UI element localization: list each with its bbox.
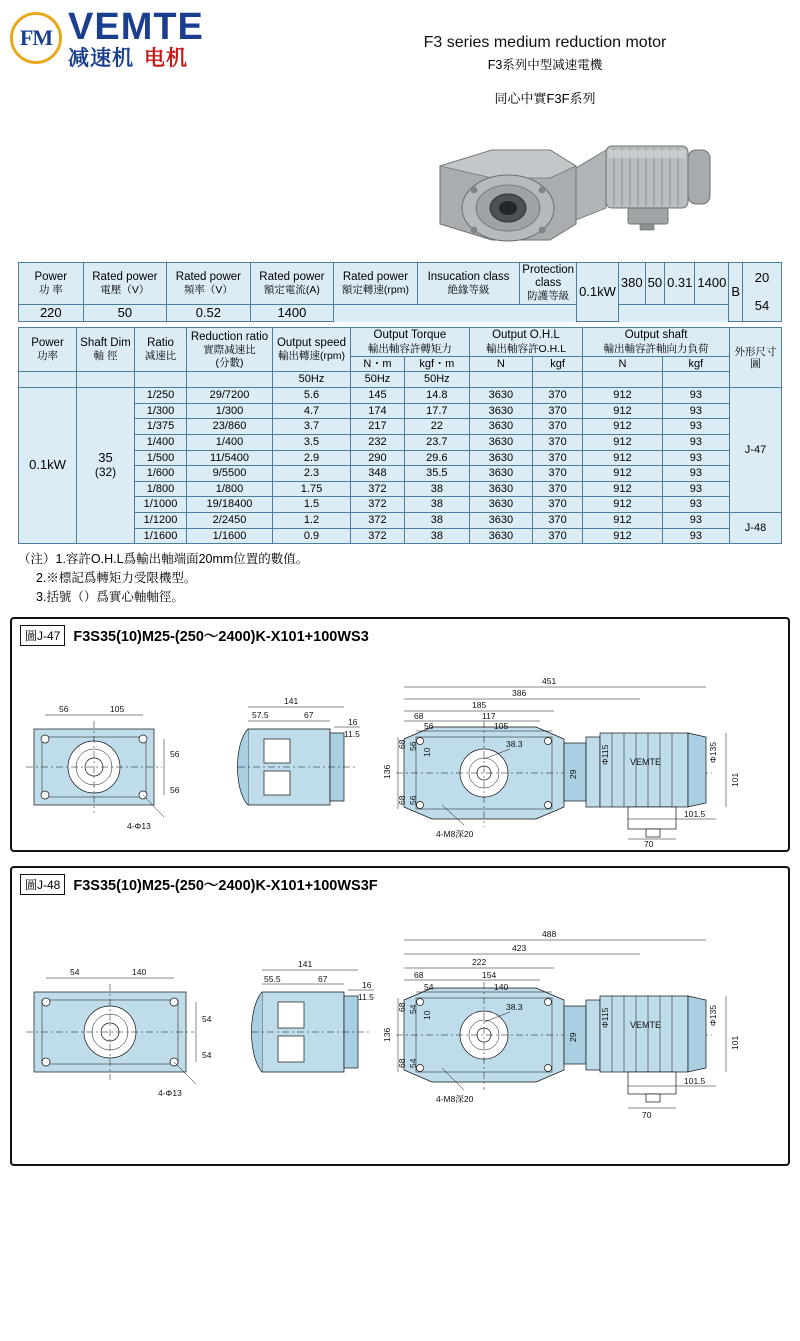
table-header-row [19,328,782,356]
sub-torque-nm: N・m [351,356,405,372]
figure-title: F3S35(10)M25-(250～2400)K-X101+100WS3 [73,629,369,646]
cell-current-2: 0.52 [167,304,251,322]
dim-left-h1: 56 [170,748,180,759]
cell-ratio: 1/800 [135,481,187,497]
col-voltage: Rated power 電壓（V） [83,263,167,305]
cell-red: 9/5500 [187,466,273,482]
cell-ohl-kgf: 370 [533,419,583,435]
figure-header [12,868,788,896]
shaft-dim-value: 35 [98,450,113,466]
cell-ohl-n: 3630 [469,513,532,529]
hz-speed: 50Hz [273,372,351,388]
sub-ohl-n: N [469,356,532,372]
cell-sh-kgf: 93 [662,528,729,544]
cell-sh-n: 912 [583,481,663,497]
page-header [0,0,800,112]
cell-sh-kgf: 93 [662,513,729,529]
cell-sh-n: 912 [583,528,663,544]
cell-ohl-kgf: 370 [533,466,583,482]
cell-speed-1: 1400 [695,263,729,305]
spec-tables [0,262,800,544]
left-view [26,704,180,831]
hz-blank-4 [187,372,273,388]
right-view [382,929,740,1120]
cell-fig-ref-2: J-48 [730,513,782,544]
hz-blank-3 [135,372,187,388]
electrical-spec-table [18,262,782,322]
performance-spec-table [18,327,782,544]
cell-ohl-kgf: 370 [533,497,583,513]
cell-kgfm: 38 [404,481,469,497]
dim-left-w1: 54 [70,966,80,977]
cell-speed: 2.9 [273,450,351,466]
dim-left-holes: 4-Φ13 [158,1087,182,1098]
cell-nm: 232 [351,434,405,450]
dim-r-56: 54 [424,981,434,992]
cell-speed: 4.7 [273,403,351,419]
dim-left-w2: 105 [110,703,125,714]
subtitle-cn: 同心中實F3F系列 [494,91,596,106]
cell-red: 1/1600 [187,528,273,544]
cell-speed: 2.3 [273,466,351,482]
dim-r-70: 70 [644,838,654,849]
hz-torque-kgf: 50Hz [404,372,469,388]
dim-r-68: 68 [414,710,424,721]
table-row [19,388,782,404]
cell-kgfm: 22 [404,419,469,435]
cell-nm: 174 [351,403,405,419]
logo-initials: FM [19,25,53,50]
cell-sh-kgf: 93 [662,466,729,482]
note-line-1: （注）1.容許O.H.L爲輸出軸端面20mm位置的數值。 [18,552,309,567]
cell-ohl-kgf: 370 [533,450,583,466]
cell-kgfm: 35.5 [404,466,469,482]
hz-blank-5 [469,372,532,388]
dim-right-185: 222 [472,956,487,967]
brand-label-on-motor: VEMTE [630,756,662,767]
cell-kgfm: 23.7 [404,434,469,450]
sub-ohl-kgf: kgf [533,356,583,372]
table-subheader-row-hz [19,372,782,388]
cell-kgfm: 14.8 [404,388,469,404]
brand-label-on-motor: VEMTE [630,1019,662,1030]
cell-sh-kgf: 93 [662,388,729,404]
dim-mid-d: 11.5 [358,991,374,1002]
cell-ohl-n: 3630 [469,466,532,482]
dim-mid-top: 141 [298,958,313,969]
col-power: Power 功 率 [19,263,84,305]
hz-blank-6 [533,372,583,388]
cell-red: 2/2450 [187,513,273,529]
dim-r-phi115: Φ115 [600,1007,610,1028]
dim-r-56c: 56 [408,795,418,805]
cell-speed: 1.5 [273,497,351,513]
col-output-shaft: Output shaft 輸出軸容許軸向力負荷 [583,328,730,356]
col-output-ohl: Output O.H.L 輸出軸容許O.H.L [469,328,582,356]
logo-mark-icon [10,12,62,64]
cell-ohl-kgf: 370 [533,528,583,544]
cell-ohl-kgf: 370 [533,513,583,529]
figure-panel-j47 [10,617,790,852]
dim-r-383: 38.3 [506,1001,523,1012]
note-line-2: 2.※標記爲轉矩力受限機型。 [36,571,197,586]
cell-red: 1/400 [187,434,273,450]
cell-ratio: 1/250 [135,388,187,404]
shaft-dim-paren: (32) [94,465,117,480]
middle-view [252,959,375,1072]
dim-r-117: 154 [482,969,497,980]
col-output-torque: Output Torque 輸出軸容許轉矩力 [351,328,470,356]
cell-red: 29/7200 [187,388,273,404]
cell-speed: 5.6 [273,388,351,404]
cell-sh-kgf: 93 [662,497,729,513]
cell-nm: 145 [351,388,405,404]
table-row [19,304,782,322]
cell-sh-kgf: 93 [662,481,729,497]
dim-r-68b: 68 [397,739,407,749]
dim-r-phi135: Φ135 [708,1004,718,1026]
title-cn: F3系列中型减速電機 [487,58,603,72]
col-rated-speed: Rated power 額定轉速(rpm) [334,263,418,305]
dim-mid-top: 141 [284,695,299,706]
cell-protection [743,263,782,322]
cell-ratio: 1/375 [135,419,187,435]
cell-ohl-n: 3630 [469,450,532,466]
col-frequency: Rated power 頻率（V） [167,263,251,305]
cell-freq-2: 50 [83,304,167,322]
cell-ohl-n: 3630 [469,419,532,435]
cell-ratio: 1/600 [135,466,187,482]
col-reduction-ratio: Reduction ratio 實際减速比 (分數) [187,328,273,372]
dim-left-h1: 54 [202,1013,212,1024]
cell-insulation: B [729,263,743,322]
dim-r-136: 136 [382,764,392,779]
cell-shaft-dim [77,388,135,544]
dim-r-68: 68 [414,969,424,980]
cell-ohl-n: 3630 [469,434,532,450]
dim-left-h2: 56 [170,784,180,795]
left-view [26,967,212,1098]
brand-name: VEMTE [68,5,204,48]
dim-left-holes: 4-Φ13 [127,820,151,831]
dim-mid-d: 11.5 [344,728,360,739]
dim-r-29: 29 [568,1032,578,1042]
col-ratio: Ratio 减速比 [135,328,187,372]
cell-ratio: 1/500 [135,450,187,466]
motor-illustration [400,120,730,250]
dim-left-w2: 140 [132,966,147,977]
cell-ohl-n: 3630 [469,388,532,404]
notes-block [0,544,800,610]
hz-blank-8 [662,372,729,388]
product-image-area [0,112,800,262]
cell-red: 1/800 [187,481,273,497]
cell-ohl-n: 3630 [469,497,532,513]
dim-r-68b: 68 [397,1002,407,1012]
cell-nm: 372 [351,497,405,513]
cell-speed: 3.5 [273,434,351,450]
cell-ratio: 1/300 [135,403,187,419]
title-en: F3 series medium reduction motor [423,34,667,51]
cell-nm: 372 [351,513,405,529]
cell-speed: 3.7 [273,419,351,435]
protection-20: 20 [754,269,770,285]
dim-r-101: 101 [730,1035,740,1050]
dim-r-bolt: 4-M8深20 [436,828,474,839]
brand-name-cn: 减速机 电机 [68,46,188,70]
cell-sh-n: 912 [583,450,663,466]
cell-ohl-n: 3630 [469,403,532,419]
sub-shaft-n: N [583,356,663,372]
dim-right-total: 488 [542,928,557,939]
dim-r-105: 105 [494,720,509,731]
dim-mid-c: 16 [348,716,358,727]
dim-r-68c: 68 [397,795,407,805]
cell-ratio: 1/400 [135,434,187,450]
cell-fig-ref-1: J-47 [730,388,782,513]
figure-panel-j48 [10,866,790,1166]
dim-r-101: 101 [730,772,740,787]
dim-r-70: 70 [642,1109,652,1120]
cell-sh-kgf: 93 [662,450,729,466]
cell-nm: 348 [351,466,405,482]
col-output-speed: Output speed 輸出轉速(rpm) [273,328,351,372]
dim-right-386: 386 [512,687,527,698]
dim-r-56c: 54 [408,1058,418,1068]
figure-title: F3S35(10)M25-(250～2400)K-X101+100WS3F [73,878,378,895]
figure-tag: 圖J-47 [20,625,65,646]
cell-kgfm: 38 [404,513,469,529]
dim-r-68c: 68 [397,1058,407,1068]
hz-torque-nm: 50Hz [351,372,405,388]
cell-speed-2: 1400 [250,304,334,322]
figure-drawing-area [12,896,788,1164]
cell-kgfm: 17.7 [404,403,469,419]
cell-freq-1: 50 [645,263,664,305]
cell-red: 11/5400 [187,450,273,466]
sub-shaft-kgf: kgf [662,356,729,372]
cell-power: 0.1kW [19,388,77,544]
middle-view [238,696,361,805]
cell-sh-n: 912 [583,466,663,482]
cell-red: 1/300 [187,403,273,419]
dim-mid-a: 55.5 [264,973,281,984]
cell-sh-n: 912 [583,513,663,529]
col-protection: Protection class 防護等級 [520,263,577,305]
cell-ohl-kgf: 370 [533,403,583,419]
dim-r-117: 117 [482,710,496,721]
col-insulation: Insucation class 絶緣等級 [417,263,520,305]
dim-r-phi115: Φ115 [600,744,610,765]
figure-header [12,619,788,647]
cell-sh-kgf: 93 [662,403,729,419]
dim-r-105: 140 [494,981,509,992]
dim-mid-b: 67 [304,709,314,720]
cell-kgfm: 29.6 [404,450,469,466]
dim-r-29: 29 [568,769,578,779]
hz-blank-1 [19,372,77,388]
col-power: Power 功率 [19,328,77,372]
brand-text [68,5,204,70]
cell-kgfm: 38 [404,497,469,513]
cell-power: 0.1kW [577,263,619,322]
cell-sh-kgf: 93 [662,434,729,450]
dim-r-10: 10 [422,747,432,757]
dim-r-383: 38.3 [506,738,523,749]
cell-kgfm: 38 [404,528,469,544]
col-dimension-figure: 外形尺寸圖 [730,328,782,388]
figure-drawing-area [12,647,788,850]
col-current: Rated power 額定電流(A) [250,263,334,305]
cell-speed: 0.9 [273,528,351,544]
cell-voltage-380: 380 [618,263,645,305]
cell-nm: 372 [351,481,405,497]
dim-right-185: 185 [472,699,487,710]
dim-r-1015: 101.5 [684,1075,706,1086]
dim-right-total: 451 [542,675,557,686]
cell-sh-n: 912 [583,497,663,513]
cell-nm: 372 [351,528,405,544]
cell-ratio: 1/1600 [135,528,187,544]
cell-ohl-n: 3630 [469,528,532,544]
cell-ratio: 1/1200 [135,513,187,529]
dim-r-56: 56 [424,720,434,731]
col-shaft-dim: Shaft Dim 軸 徑 [77,328,135,372]
dim-r-56b: 56 [408,741,418,751]
cell-voltage-220: 220 [19,304,84,322]
cell-red: 19/18400 [187,497,273,513]
dim-r-56b: 54 [408,1004,418,1014]
page-title [300,34,790,73]
dim-r-phi135: Φ135 [708,741,718,763]
cell-sh-n: 912 [583,388,663,404]
cell-ohl-n: 3630 [469,481,532,497]
cell-ohl-kgf: 370 [533,481,583,497]
dim-right-386: 423 [512,942,527,953]
cell-ratio: 1/1000 [135,497,187,513]
dim-r-bolt: 4-M8深20 [436,1093,474,1104]
cell-nm: 217 [351,419,405,435]
cell-sh-n: 912 [583,434,663,450]
dim-left-w1: 56 [59,703,69,714]
hz-blank-2 [77,372,135,388]
cell-ohl-kgf: 370 [533,388,583,404]
protection-54: 54 [754,297,770,313]
right-view [382,676,740,849]
cell-current-1: 0.31 [665,263,695,305]
dim-r-1015: 101.5 [684,808,706,819]
brand-logo [10,6,280,70]
cell-speed: 1.2 [273,513,351,529]
cell-sh-n: 912 [583,419,663,435]
dim-r-136: 136 [382,1027,392,1042]
drawing-j47 [12,647,788,850]
drawing-j48 [12,896,788,1164]
cell-sh-kgf: 93 [662,419,729,435]
dim-r-10: 10 [422,1010,432,1020]
cell-red: 23/860 [187,419,273,435]
cell-sh-n: 912 [583,403,663,419]
dim-mid-b: 67 [318,973,328,984]
cell-speed: 1.75 [273,481,351,497]
dim-left-h2: 54 [202,1049,212,1060]
cell-nm: 290 [351,450,405,466]
dim-mid-a: 57.5 [252,709,269,720]
hz-blank-7 [583,372,663,388]
dim-mid-c: 16 [362,979,372,990]
figure-tag: 圖J-48 [20,874,65,895]
sub-torque-kgf: kgf・m [404,356,469,372]
note-line-3: 3.括號（）爲實心軸軸徑。 [36,589,184,604]
cell-ohl-kgf: 370 [533,434,583,450]
